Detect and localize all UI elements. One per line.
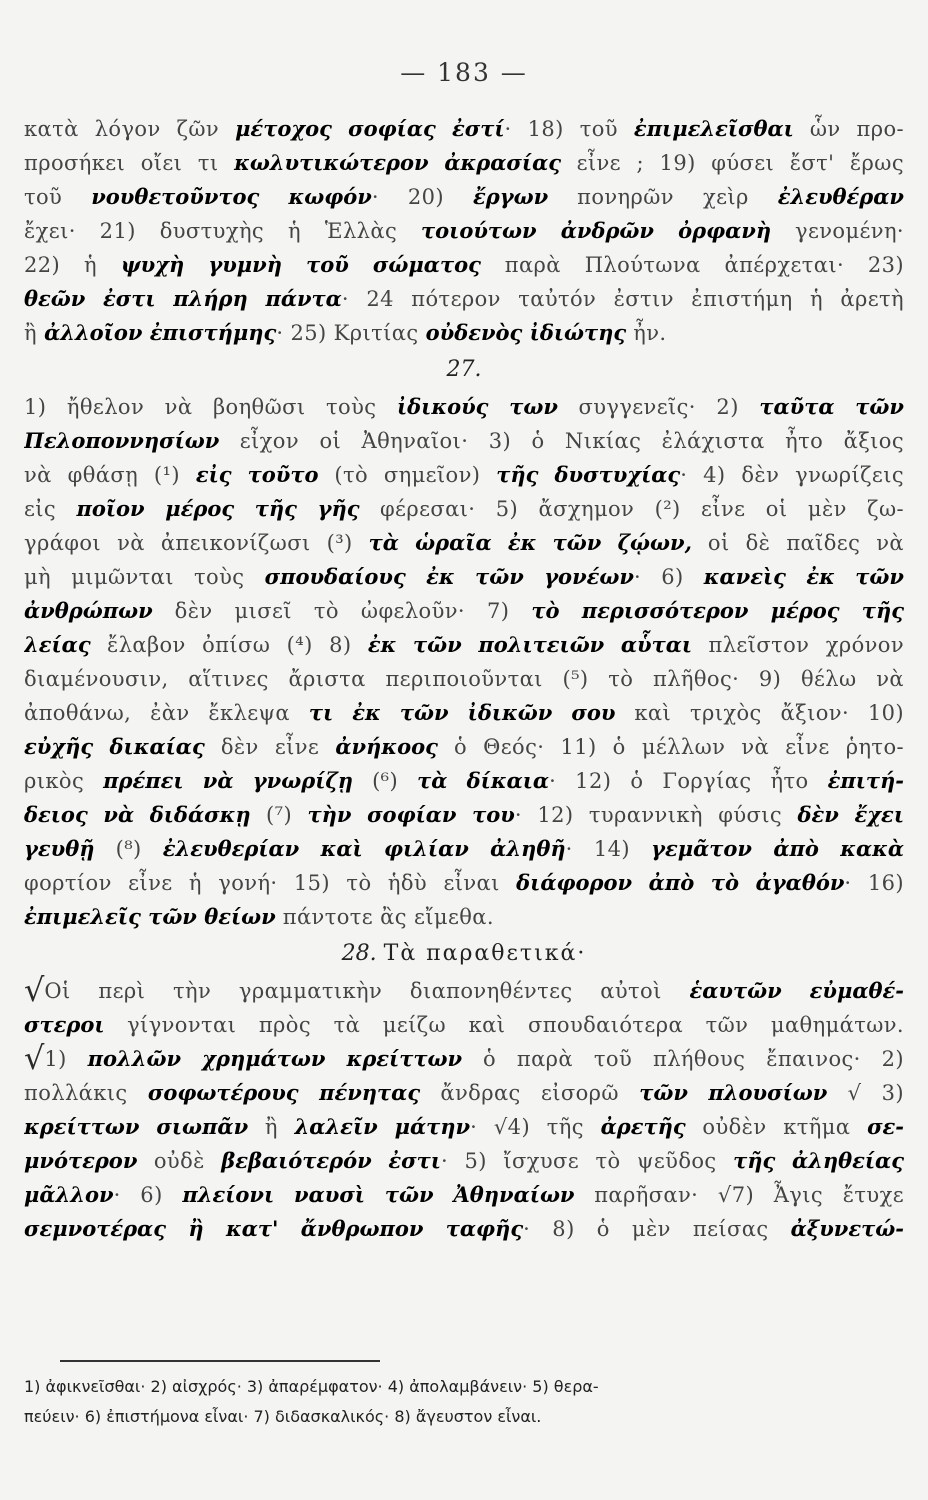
text-run: τοῦ [24,185,92,209]
text-run: · 5) ἴσχυσε τὸ ψεῦδος [440,1149,734,1173]
text-run: · √4) τῆς [470,1115,601,1139]
bold-phrase: πλείονι ναυσὶ τῶν Ἀθηναίων [182,1182,575,1207]
text-run: · 6) [113,1183,183,1207]
bold-phrase: τὰ ὡραῖα ἐκ τῶν ζῴων, [368,530,692,555]
bold-phrase: λαλεῖν μάτην [294,1114,471,1139]
text-line [24,526,904,560]
bold-phrase: διάφορον ἀπὸ τὸ ἀγαθόν [516,870,845,895]
text-line [24,974,904,1008]
bold-phrase: στεροι [24,1012,105,1037]
text-run: ἢ [24,321,45,345]
bold-phrase: γευθῇ [24,836,95,861]
text-line [24,1144,904,1178]
bold-phrase: κωλυτικώτερον ἀκρασίας [234,150,562,175]
text-line [24,832,904,866]
text-run: γράφοι νὰ ἀπεικονίζωσι (³) [24,531,369,555]
text-run: φορτίον εἶνε ἡ γονή· 15) τὸ ἡδὺ εἶναι [24,871,517,895]
text-line [24,180,904,214]
bold-phrase: τοιούτων ἀνδρῶν ὀρφανὴ [421,218,772,243]
bold-phrase: σε- [867,1114,904,1139]
text-run: οὐδὲ [137,1149,222,1173]
text-run: (τὸ σημεῖον) [318,463,497,487]
bold-phrase: ἰδικούς των [397,394,558,419]
text-line [24,316,904,350]
bold-phrase: πρέπει νὰ γνωρίζῃ [103,768,354,793]
text-run: · 14) [565,837,652,861]
text-run: · 24 πότερον ταὐτόν ἐστιν ἐπιστήμη ἡ ἀρετὴ [341,287,904,311]
text-run: γίγνονται πρὸς τὰ μείζω καὶ σπουδαιότερα τῶν μαθημάτων. [104,1013,904,1037]
text-run: · 25) Κριτίας [276,321,426,345]
bold-phrase: ἐπιτή- [827,768,904,793]
bold-phrase: λείας [24,632,91,657]
text-run: ὁ παρὰ τοῦ πλήθους ἔπαινος· 2) [462,1047,904,1071]
text-run: κατὰ λόγον ζῶν [24,117,236,141]
text-run: (⁸) [94,837,163,861]
bold-phrase: δειος νὰ διδάσκῃ [24,802,251,827]
handwritten-checkmark-icon: √ [24,1042,45,1076]
text-line [24,1042,904,1076]
text-run: 1) [44,1047,88,1071]
footnotes [24,1372,904,1432]
exercise-27 [24,390,904,934]
bold-phrase: τὴν σοφίαν του [307,802,515,827]
text-line [24,214,904,248]
bold-phrase: μνότερον [24,1148,138,1173]
text-line [24,866,904,900]
text-run: ἢ [248,1115,295,1139]
text-run: παρῆσαν· √7) Ἆγις ἔτυχε [574,1183,904,1207]
text-run: (⁷) [250,803,308,827]
text-line [24,798,904,832]
footnote-line: 1) ἀφικνεῖσθαι· 2) αἰσχρός· 3) ἀπαρέμφατον· 4) ἀπολαμβάνειν· 5) θερα- [24,1377,599,1396]
bold-phrase: οὐδενὸς ἰδιώτης [425,320,627,345]
text-run: ἄνδρας εἰσορῶ [420,1081,640,1105]
bold-phrase: τῆς δυστυχίας [496,462,681,487]
bold-phrase: γεμᾶτον ἀπὸ κακὰ [651,836,904,861]
text-run: · 16) [844,871,904,895]
exercise-26-continuation [24,112,904,350]
text-run: · 8) ὁ μὲν πείσας [523,1217,791,1241]
footnote-rule [60,1360,380,1362]
bold-phrase: ψυχὴ γυμνὴ τοῦ σώματος [120,252,481,277]
bold-phrase: κανεὶς ἐκ τῶν [703,564,904,589]
text-run: εἶνε ; 19) φύσει ἔστ' ἔρως [561,151,904,175]
bold-phrase: μέτοχος σοφίας ἐστί [235,116,505,141]
text-line [24,1178,904,1212]
text-line [24,248,904,282]
text-run: εἶχον οἱ Ἀθηναῖοι· 3) ὁ Νικίας ἐλάχιστα ἦτο ἄξιος [219,429,904,453]
text-line [24,458,904,492]
bold-phrase: ἀνήκοος [335,734,438,759]
text-line [24,764,904,798]
bold-phrase: εὐχῆς δικαίας [24,734,205,759]
bold-phrase: ἐκ τῶν πολιτειῶν αὗται [367,632,693,657]
text-run: οἱ δὲ παῖδες νὰ [691,531,904,555]
text-run: πλεῖστον χρόνον [692,633,904,657]
bold-phrase: σπουδαίους ἐκ τῶν γονέων [264,564,634,589]
bold-phrase: ἐλευθερίαν καὶ φιλίαν ἀληθῆ [162,836,566,861]
bold-phrase: Πελοποννησίων [24,428,220,453]
bold-phrase: σεμνοτέρας ἢ κατ' ἄνθρωπον ταφῆς [24,1216,524,1241]
bold-phrase: τι ἐκ τῶν ἰδικῶν σου [308,700,616,725]
section-28-title: Τὰ παραθετικά· [383,941,587,966]
text-run: ὧν προ- [793,117,904,141]
bold-phrase: ἐπιμελεῖσθαι [633,116,794,141]
text-run: Οἱ περὶ τὴν γραμματικὴν διαπονηθέντες αὐτοὶ [44,979,690,1003]
text-line [24,1008,904,1042]
section-28-number: 28. [341,941,377,966]
text-line [24,146,904,180]
text-run: ἔλαβον ὀπίσω (⁴) 8) [90,633,368,657]
bold-phrase: ἀνθρώπων [24,598,153,623]
text-line [24,628,904,662]
text-run: συγγενεῖς· 2) [557,395,760,419]
text-run: νὰ φθάσῃ (¹) [24,463,196,487]
text-run: προσήκει οἴει τι [24,151,235,175]
text-run: καὶ τριχὸς ἄξιον· 10) [615,701,904,725]
bold-phrase: τῶν πλουσίων [639,1080,828,1105]
text-run: ἔχει· 21) δυστυχὴς ἡ Ἑλλὰς [24,219,422,243]
text-line [24,696,904,730]
bold-phrase: ἔργων [473,184,549,209]
text-run: πολλάκις [24,1081,148,1105]
bold-phrase: τὸ περισσότερον μέρος τῆς [531,598,904,623]
bold-phrase: ἀλλοῖον ἐπιστήμης [44,320,277,345]
text-run: · 20) [371,185,473,209]
handwritten-checkmark-icon: √ [24,974,45,1008]
bold-phrase: ἑαυτῶν εὐμαθέ- [689,978,904,1003]
exercise-28 [24,974,904,1246]
text-run: ἀποθάνω, ἐὰν ἔκλεψα [24,701,309,725]
bold-phrase: ἐπιμελεῖς τῶν θείων [24,904,276,929]
bold-phrase: πολλῶν χρημάτων κρείττων [87,1046,463,1071]
text-line [24,282,904,316]
text-run: · 18) τοῦ [504,117,634,141]
text-line [24,1076,904,1110]
bold-phrase: μᾶλλον [24,1182,114,1207]
text-run: √ 3) [827,1081,904,1105]
text-run: πάντοτε ἂς εἴμεθα. [275,905,494,929]
text-run: μὴ μιμῶνται τοὺς [24,565,265,589]
text-line [24,492,904,526]
text-run: · 12) τυραννικὴ φύσις [514,803,798,827]
text-run: γενομένη· [771,219,904,243]
text-line [24,112,904,146]
bold-phrase: νουθετοῦντος κωφόν [91,184,372,209]
footnote-line: πεύειν· 6) ἐπιστήμονα εἶναι· 7) διδασκαλικός· 8) ἄγευστον εἶναι. [24,1407,542,1426]
bold-phrase: θεῶν ἐστι πλήρη πάντα [24,286,342,311]
text-run: οὐδὲν κτῆμα [685,1115,868,1139]
text-line [24,594,904,628]
bold-phrase: ποῖον μέρος τῆς γῆς [76,496,360,521]
text-run: · 6) [633,565,704,589]
text-run: δὲν εἶνε [204,735,336,759]
text-run: 22) ἡ [24,253,121,277]
text-line [24,662,904,696]
text-run: δὲν μισεῖ τὸ ὠφελοῦν· 7) [152,599,532,623]
bold-phrase: ἐλευθέραν [777,184,904,209]
text-line [24,560,904,594]
bold-phrase: ἀρετῆς [600,1114,686,1139]
bold-phrase: τὰ δίκαια [417,768,550,793]
bold-phrase: ἀξυνετώ- [790,1216,904,1241]
text-run: ἦν. [626,321,667,345]
text-run: ρικὸς [24,769,104,793]
text-run: · 4) δὲν γνωρίζεις [680,463,904,487]
text-run: 1) ἤθελον νὰ βοηθῶσι τοὺς [24,395,397,419]
page-number: — 183 — [400,58,528,87]
bold-phrase: εἰς τοῦτο [195,462,319,487]
text-run: (⁶) [353,769,418,793]
text-line [24,730,904,764]
bold-phrase: κρείττων σιωπᾶν [24,1114,249,1139]
bold-phrase: τῆς ἀληθείας [733,1148,904,1173]
text-run: πονηρῶν χεὶρ [548,185,778,209]
bold-phrase: βεβαιότερόν ἐστι [221,1148,441,1173]
text-run: εἰς [24,497,77,521]
text-run: παρὰ Πλούτωνα ἀπέρχεται· 23) [480,253,904,277]
bold-phrase: ταῦτα τῶν [759,394,904,419]
text-line [24,1212,904,1246]
section-heading-28 [24,934,904,974]
text-line [24,900,904,934]
text-run: φέρεσαι· 5) ἄσχημον (²) εἶνε οἱ μὲν ζω- [359,497,904,521]
bold-phrase: σοφωτέρους πένητας [147,1080,421,1105]
bold-phrase: δὲν ἔχει [797,802,904,827]
text-line [24,390,904,424]
section-heading-27: 27. [446,357,482,382]
page-body [24,112,904,1246]
text-run: διαμένουσιν, αἵτινες ἄριστα περιποιοῦνται (⁵) τὸ πλῆθος· 9) θέλω νὰ [24,667,904,691]
text-run: · 12) ὁ Γοργίας ἦτο [549,769,828,793]
text-line [24,424,904,458]
text-line [24,1110,904,1144]
text-run: ὁ Θεός· 11) ὁ μέλλων νὰ εἶνε ῥητο- [437,735,904,759]
